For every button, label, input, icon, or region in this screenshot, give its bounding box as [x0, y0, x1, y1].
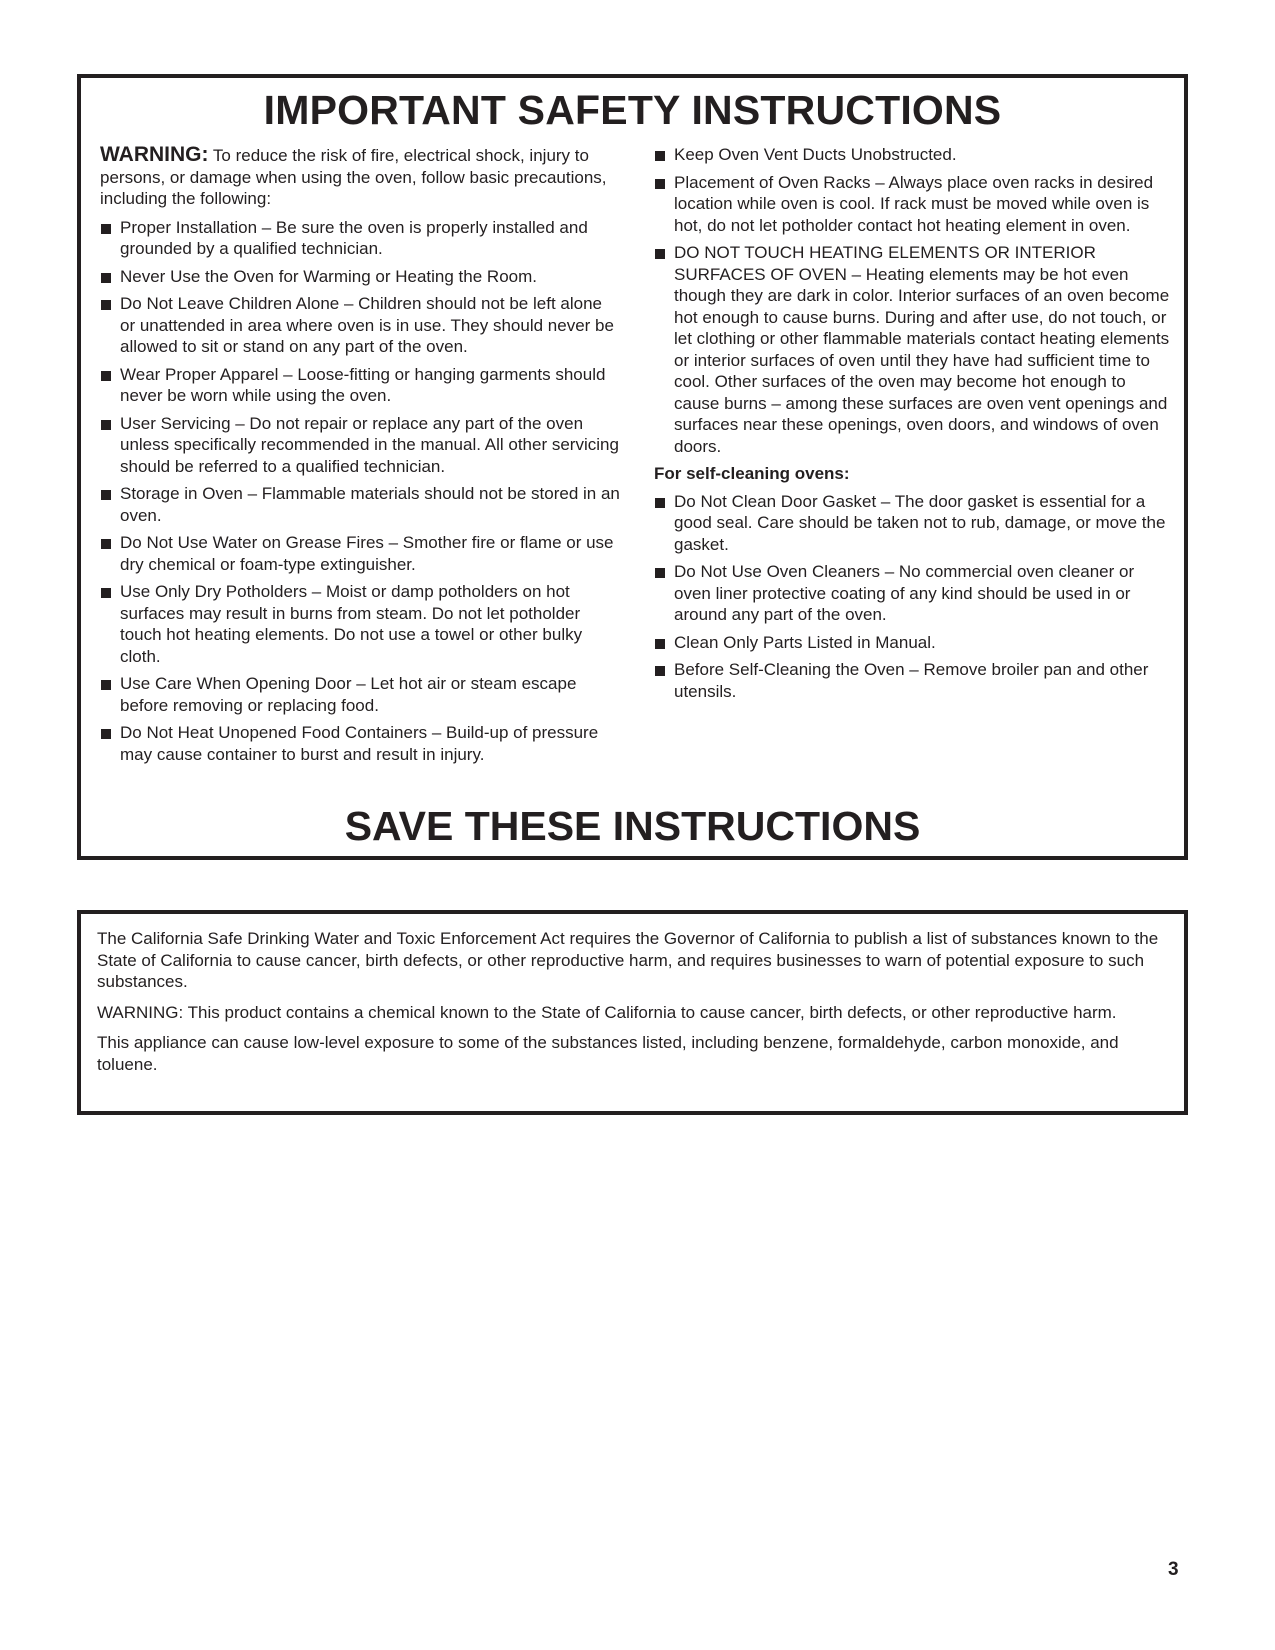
list-item	[654, 242, 1174, 457]
bullet-square-icon	[101, 680, 111, 690]
list-item	[100, 581, 620, 667]
prop65-warning-box	[77, 910, 1188, 1115]
list-item-text: Wear Proper Apparel – Loose-fitting or hanging garments should never be worn while using the oven.	[120, 364, 606, 405]
list-item-text: Before Self-Cleaning the Oven – Remove broiler pan and other utensils.	[674, 660, 1149, 701]
list-item	[100, 722, 620, 765]
safety-title: IMPORTANT SAFETY INSTRUCTIONS	[263, 87, 1002, 133]
list-item-text: Use Only Dry Potholders – Moist or damp potholders on hot surfaces may result in burns from steam. Do not let potholder touch hot heating elements. Do not use a towel or other bulky cloth.	[120, 582, 583, 666]
bullet-square-icon	[101, 273, 111, 283]
list-item-text: Clean Only Parts Listed in Manual.	[674, 632, 936, 652]
bullet-square-icon	[655, 151, 665, 161]
bullet-square-icon	[101, 224, 111, 234]
list-item-text: Do Not Clean Door Gasket – The door gasket is essential for a good seal. Care should be taken not to rub, damage, or move the gasket.	[674, 491, 1166, 554]
left-column	[100, 144, 620, 771]
bullet-square-icon	[101, 588, 111, 598]
list-item-text: Use Care When Opening Door – Let hot air or steam escape before removing or replacing food.	[120, 674, 577, 715]
self-cleaning-heading: For self-cleaning ovens:	[654, 464, 850, 483]
list-item-text: Never Use the Oven for Warming or Heating the Room.	[120, 266, 537, 286]
warning-intro	[100, 144, 620, 210]
list-item	[100, 483, 620, 526]
list-item	[100, 364, 620, 407]
right-safety-list	[654, 144, 1174, 457]
list-item	[654, 144, 1174, 166]
warning-label: WARNING:	[100, 143, 209, 166]
list-item-text: Do Not Leave Children Alone – Children should not be left alone or unattended in area where oven is in use. They should never be allowed to sit or stand on any part of the oven.	[120, 294, 614, 356]
bullet-square-icon	[655, 639, 665, 649]
list-item	[100, 266, 620, 288]
list-item	[654, 632, 1174, 654]
list-item-text: Storage in Oven – Flammable materials should not be stored in an oven.	[120, 484, 620, 525]
list-item	[100, 217, 620, 260]
list-item	[100, 293, 620, 358]
bullet-square-icon	[101, 539, 111, 549]
bullet-square-icon	[101, 300, 111, 310]
bullet-square-icon	[655, 249, 665, 259]
list-item	[654, 172, 1174, 237]
page-number: 3	[1168, 1559, 1179, 1580]
safety-instructions-box	[77, 74, 1188, 860]
bullet-square-icon	[655, 179, 665, 189]
warning-text: To reduce the risk of fire, electrical shock, injury to persons, or damage when using the oven, follow basic precautions, including the following:	[100, 146, 607, 208]
list-item	[100, 673, 620, 716]
list-item-text: Do Not Heat Unopened Food Containers – Build-up of pressure may cause container to burst and result in injury.	[120, 723, 599, 764]
list-item-text: Placement of Oven Racks – Always place oven racks in desired location while oven is cool. If rack must be moved while oven is hot, do not let potholder contact hot heating element in oven.	[674, 172, 1154, 235]
bullet-square-icon	[655, 666, 665, 676]
list-item-text: Proper Installation – Be sure the oven is properly installed and grounded by a qualified technician.	[120, 217, 588, 258]
bullet-square-icon	[655, 498, 665, 508]
self-cleaning-list	[654, 491, 1174, 703]
bullet-square-icon	[101, 490, 111, 500]
save-instructions-title: SAVE THESE INSTRUCTIONS	[344, 803, 921, 849]
list-item-text: Do Not Use Water on Grease Fires – Smother fire or flame or use dry chemical or foam-type extinguisher.	[120, 533, 614, 574]
right-column	[654, 144, 1174, 708]
list-item	[654, 491, 1174, 556]
left-safety-list	[100, 217, 620, 766]
prop65-paragraph: WARNING: This product contains a chemical known to the State of California to cause cancer, birth defects, or other reproductive harm.	[97, 1002, 1117, 1022]
prop65-paragraph: This appliance can cause low-level exposure to some of the substances listed, including benzene, formaldehyde, carbon monoxide, and toluene.	[97, 1033, 1119, 1074]
bullet-square-icon	[101, 371, 111, 381]
bullet-square-icon	[101, 729, 111, 739]
list-item	[100, 532, 620, 575]
list-item-text: DO NOT TOUCH HEATING ELEMENTS OR INTERIOR SURFACES OF OVEN – Heating elements may be hot even though they are dark in color. Interior surfaces of an oven become hot enough to cause burns. During and after use, do not touch, or let clothing or other flammable materials contact heating elements or interior surfaces of oven until they have had sufficient time to cool. Other surfaces of the oven may become hot enough to cause burns – among these surfaces are oven vent openings and surfaces near these openings, oven doors, and windows of oven doors.	[674, 243, 1170, 456]
bullet-square-icon	[655, 568, 665, 578]
list-item-text: Keep Oven Vent Ducts Unobstructed.	[674, 145, 957, 164]
list-item-text: Do Not Use Oven Cleaners – No commercial oven cleaner or oven liner protective coating of any kind should be used in or around any part of the oven.	[674, 562, 1135, 624]
list-item-text: User Servicing – Do not repair or replace any part of the oven unless specifically recommended in the manual. All other servicing should be referred to a qualified technician.	[120, 413, 619, 476]
list-item	[654, 561, 1174, 626]
list-item	[100, 413, 620, 478]
bullet-square-icon	[101, 420, 111, 430]
list-item	[654, 659, 1174, 702]
prop65-paragraph: The California Safe Drinking Water and Toxic Enforcement Act requires the Governor of California to publish a list of substances known to the State of California to cause cancer, birth defects, or other reproductive harm, and requires businesses to warn of potential exposure to such substances.	[97, 929, 1159, 991]
